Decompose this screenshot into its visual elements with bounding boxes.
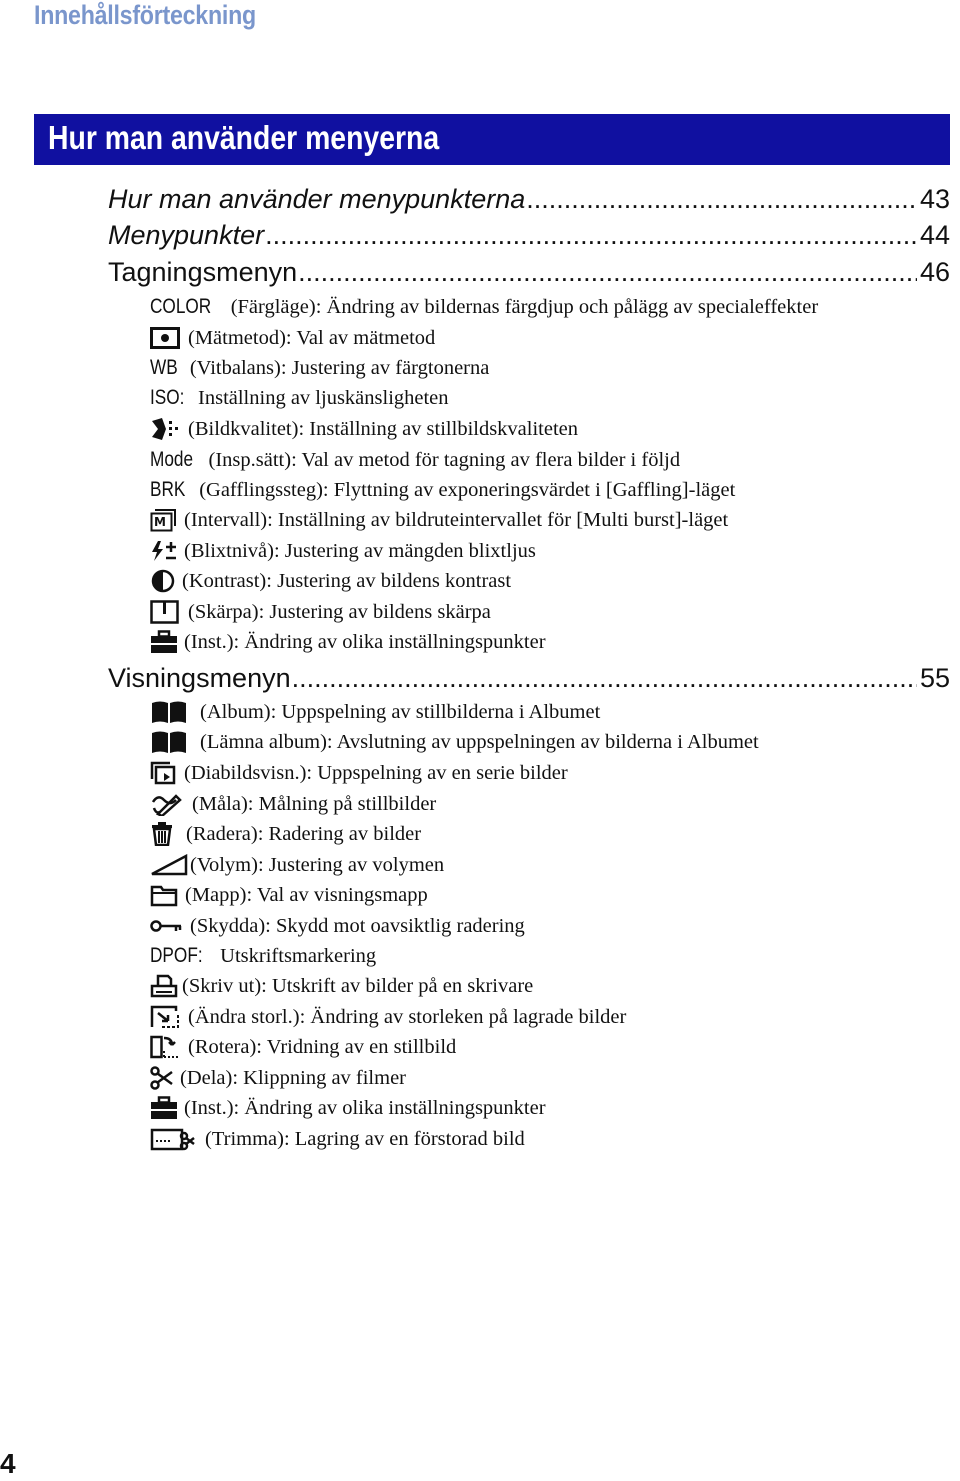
image-quality-icon [150, 417, 180, 441]
menu-item-iso[interactable] [150, 383, 449, 413]
leader-dots [265, 220, 917, 251]
trash-icon [150, 822, 174, 846]
item-text: (Gafflingssteg): Flyttning av exponeringsvärdet i [Gaffling]-läget [199, 478, 736, 501]
menu-item-print[interactable] [150, 971, 533, 1001]
item-text: (Blixtnivå): Justering av mängden blixtljus [184, 539, 536, 562]
print-icon [150, 974, 178, 998]
menu-item-folder[interactable] [150, 880, 428, 910]
item-text: (Skydda): Skydd mot oavsiktlig radering [190, 914, 525, 937]
menu-item-trimming[interactable] [150, 1124, 525, 1154]
trim-icon [150, 1127, 196, 1151]
toc-entry-title: Hur man använder menypunkterna [108, 184, 526, 214]
item-text: (Ändra storl.): Ändring av storleken på lagrade bilder [188, 1005, 627, 1028]
toc-entry[interactable] [108, 663, 950, 699]
item-text: (Diabildsvisn.): Uppspelning av en serie bilder [184, 761, 568, 784]
menu-item-protect[interactable] [150, 911, 525, 941]
item-text: (Vitbalans): Justering av färgtonerna [189, 356, 490, 379]
item-text: Utskriftsmarkering [220, 944, 377, 967]
item-text: (Mapp): Val av visningsmapp [185, 883, 428, 906]
toc-entry[interactable] [108, 184, 950, 220]
flash-level-icon [150, 539, 178, 563]
contrast-icon [150, 569, 176, 593]
item-text: (Skriv ut): Utskrift av bilder på en skrivare [182, 974, 534, 997]
page-number: 4 [0, 1448, 16, 1479]
item-tag: BRK [150, 478, 186, 501]
menu-item-sharpness[interactable] [150, 597, 491, 627]
menu-item-rotate[interactable] [150, 1032, 456, 1062]
setup-toolbox-icon [150, 1096, 178, 1120]
menu-item-burst-mode[interactable] [150, 445, 680, 475]
item-text: (Volym): Justering av volymen [190, 853, 445, 876]
menu-item-delete[interactable] [150, 819, 421, 849]
section-header-bar [34, 114, 950, 165]
interval-icon [150, 508, 178, 532]
item-text: (Rotera): Vridning av en stillbild [188, 1035, 457, 1058]
item-text: (Skärpa): Justering av bildens skärpa [188, 600, 491, 623]
item-tag: WB [150, 356, 178, 379]
menu-item-setup[interactable] [150, 1093, 546, 1123]
rotate-icon [150, 1035, 180, 1059]
item-text: (Bildkvalitet): Inställning av stillbildskvaliteten [188, 417, 579, 440]
menu-item-divide[interactable] [150, 1063, 406, 1093]
album-exit-icon [150, 730, 188, 754]
item-tag: Mode [150, 448, 194, 471]
menu-item-setup[interactable] [150, 627, 546, 657]
item-text: (Inst.): Ändring av olika inställningspunkter [184, 1096, 546, 1119]
item-tag: DPOF: [150, 944, 203, 967]
menu-item-bracket-step[interactable] [150, 475, 735, 505]
toc-entry-title: Menypunkter [108, 220, 265, 250]
page-header-title: Innehållsförteckning [34, 0, 256, 30]
item-tag: ISO: [150, 386, 185, 409]
item-text: (Album): Uppspelning av stillbilderna i Albumet [200, 700, 601, 723]
menu-item-metering[interactable] [150, 323, 435, 353]
toc-entry[interactable] [108, 257, 950, 293]
menu-item-color-mode[interactable] [150, 292, 818, 322]
toc-entry-title: Visningsmenyn [108, 663, 291, 693]
toc-entry[interactable] [108, 220, 950, 256]
menu-item-white-balance[interactable] [150, 353, 489, 383]
volume-icon [150, 854, 188, 876]
item-text: (Intervall): Inställning av bildruteintervallet för [Multi burst]-läget [184, 508, 729, 531]
sharpness-icon [150, 600, 180, 624]
menu-item-dpof[interactable] [150, 941, 376, 971]
scissors-icon [150, 1066, 174, 1090]
leader-dots [526, 184, 917, 215]
folder-icon [150, 883, 178, 907]
svg-text:M: M [154, 515, 166, 529]
item-tag: COLOR [150, 295, 212, 318]
item-text: (Insp.sätt): Val av metod för tagning av flera bilder i följd [208, 448, 681, 471]
toc-entry-page: 43 [919, 184, 950, 214]
section-title: Hur man använder menyerna [48, 119, 440, 156]
menu-item-exit-album[interactable] [150, 727, 759, 757]
paint-icon [150, 792, 182, 816]
setup-toolbox-icon [150, 630, 178, 654]
slideshow-icon [150, 761, 178, 785]
menu-item-contrast[interactable] [150, 566, 511, 596]
toc-entry-title: Tagningsmenyn [108, 257, 298, 287]
item-text: Inställning av ljuskänsligheten [198, 386, 449, 409]
menu-item-album[interactable] [150, 697, 600, 727]
item-text: (Lämna album): Avslutning av uppspelningen av bilderna i Albumet [200, 730, 759, 753]
album-icon [150, 700, 188, 724]
menu-item-flash-level[interactable] [150, 536, 536, 566]
menu-item-image-quality[interactable] [150, 414, 578, 444]
item-text: (Inst.): Ändring av olika inställningspunkter [184, 630, 546, 653]
item-text: (Mätmetod): Val av mätmetod [188, 326, 436, 349]
toc-entry-page: 44 [919, 220, 950, 250]
leader-dots [298, 257, 917, 288]
menu-item-slideshow[interactable] [150, 758, 568, 788]
item-text: (Trimma): Lagring av en förstorad bild [205, 1127, 525, 1150]
menu-item-paint[interactable] [150, 789, 436, 819]
item-text: (Färgläge): Ändring av bildernas färgdjup och pålägg av specialeffekter [230, 295, 819, 318]
protect-key-icon [150, 918, 182, 934]
toc-entry-page: 55 [919, 663, 950, 693]
leader-dots [292, 663, 917, 694]
menu-item-resize[interactable] [150, 1002, 626, 1032]
item-text: (Radera): Radering av bilder [186, 822, 422, 845]
toc-entry-page: 46 [919, 257, 950, 287]
item-text: (Måla): Målning på stillbilder [192, 792, 437, 815]
menu-item-volume[interactable] [150, 850, 444, 880]
item-text: (Dela): Klippning av filmer [180, 1066, 407, 1089]
menu-item-interval[interactable] [150, 505, 728, 535]
item-text: (Kontrast): Justering av bildens kontrast [182, 569, 512, 592]
metering-icon [150, 327, 180, 349]
resize-icon [150, 1005, 180, 1029]
